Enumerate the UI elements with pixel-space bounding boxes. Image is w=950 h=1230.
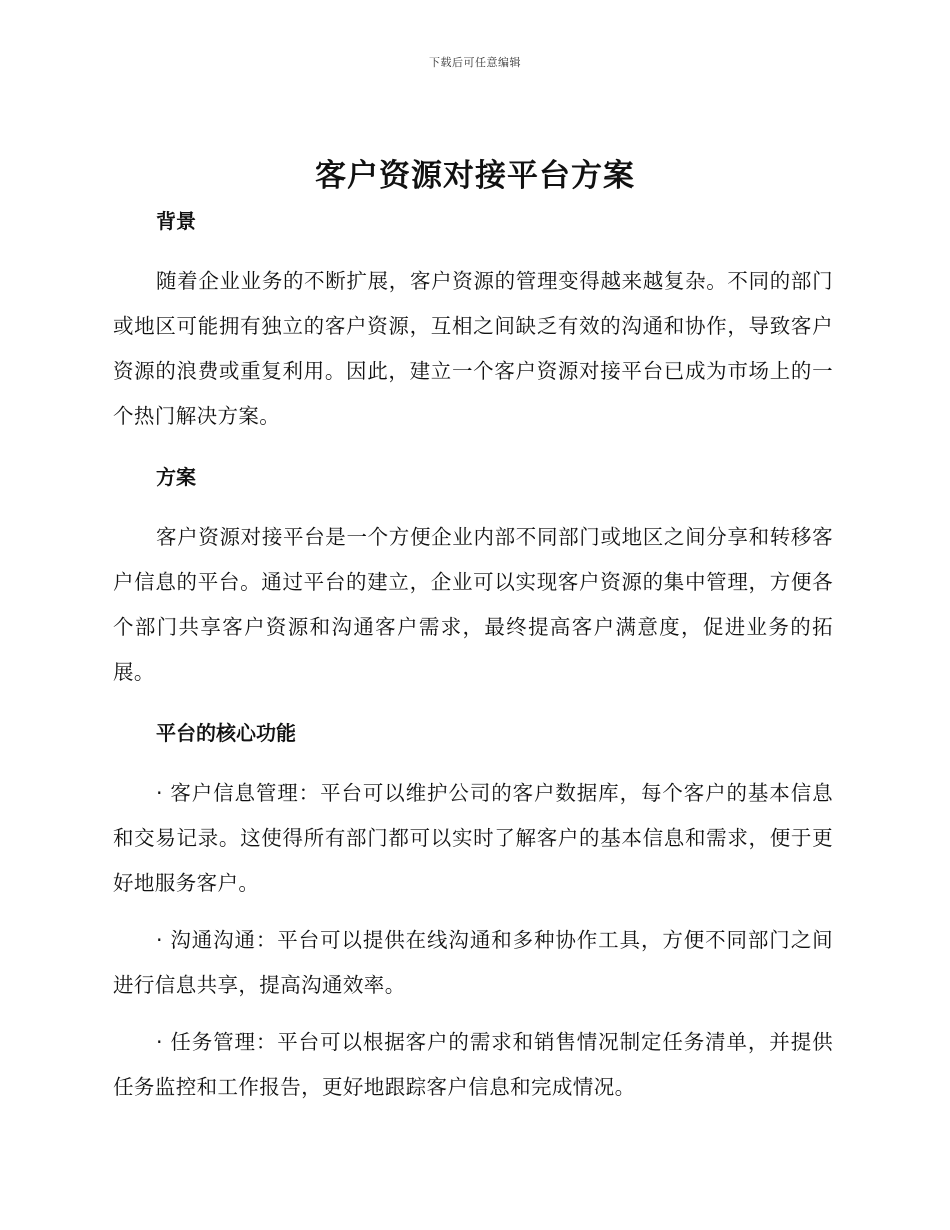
plan-paragraph: 客户资源对接平台是一个方便企业内部不同部门或地区之间分享和转移客户信息的平台。通过平台的建立，企业可以实现客户资源的集中管理，方便各个部门共享客户资源和沟通客户需求，最终提高客户满意度，促进业务的拓展。 — [113, 525, 833, 684]
core-function-item-communication: · 沟通沟通：平台可以提供在线沟通和多种协作工具，方便不同部门之间进行信息共享，提高沟通效率。 — [113, 928, 833, 997]
core-function-item-customer-info: · 客户信息管理：平台可以维护公司的客户数据库，每个客户的基本信息和交易记录。这使得所有部门都可以实时了解客户的基本信息和需求，便于更好地服务客户。 — [113, 781, 833, 895]
document-body — [113, 203, 833, 1110]
document-title: 客户资源对接平台方案 — [315, 158, 635, 194]
header-note: 下载后可任意编辑 — [429, 56, 521, 69]
background-paragraph: 随着企业业务的不断扩展，客户资源的管理变得越来越复杂。不同的部门或地区可能拥有独立的客户资源，互相之间缺乏有效的沟通和协作，导致客户资源的浪费或重复利用。因此，建立一个客户资源对接平台已成为市场上的一个热门解决方案。 — [113, 269, 833, 428]
section-heading-plan: 方案 — [156, 465, 196, 489]
section-heading-core-functions: 平台的核心功能 — [156, 721, 296, 745]
core-function-item-task-management: · 任务管理：平台可以根据客户的需求和销售情况制定任务清单，并提供任务监控和工作报告，更好地跟踪客户信息和完成情况。 — [113, 1030, 833, 1099]
section-heading-background: 背景 — [156, 209, 196, 233]
